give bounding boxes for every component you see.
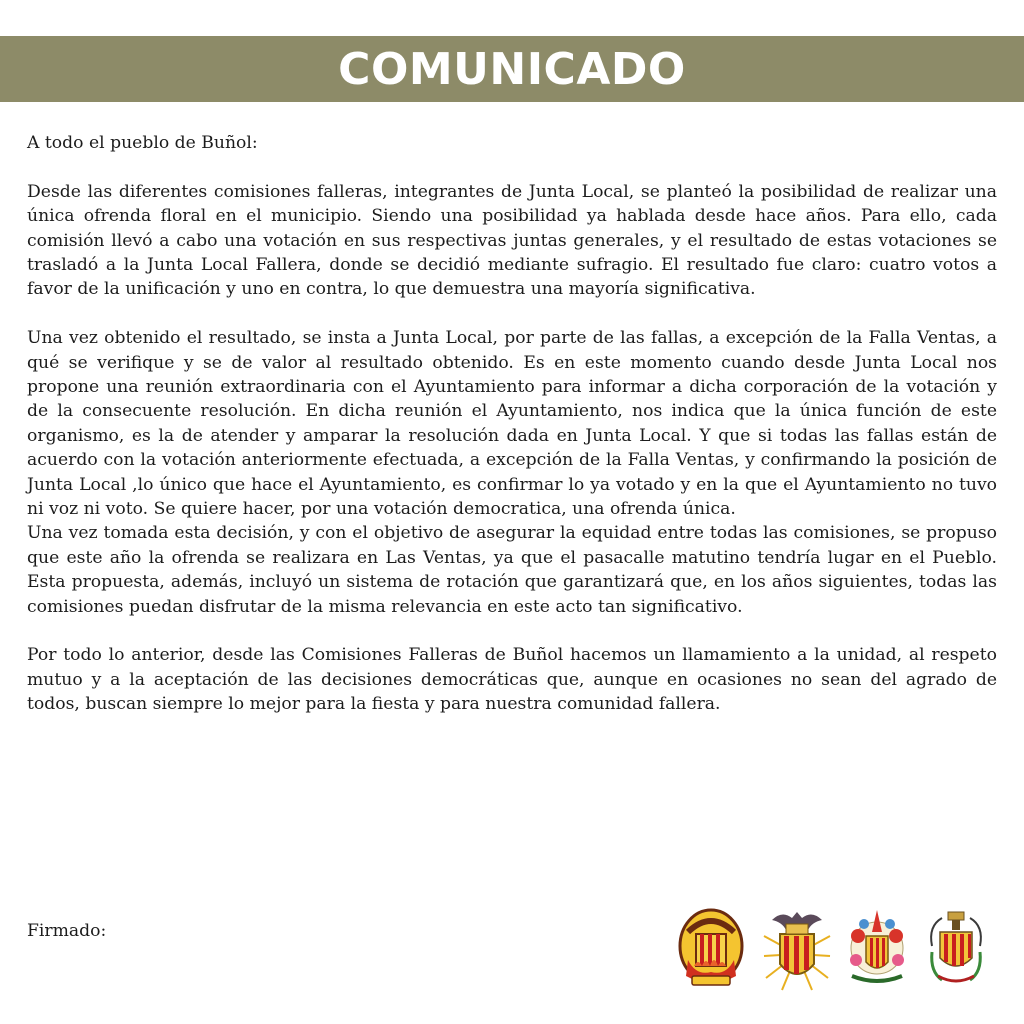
- flower-crest-icon: [846, 906, 908, 990]
- paragraph: Desde las diferentes comisiones falleras, integrantes de Junta Local, se planteó la posibilidad de realizar una única ofrenda floral en el municipio. Siendo una posibilidad ya hablada desde hace años. Para ello, cada comisión llevó a cabo una votación en sus respectivas juntas generales, y el resultado de estas votaciones se trasladó a la Junta Local Fallera, donde se decidió mediante sufragio. El resultado fue claro: cuatro votos a favor de la unificación y uno en contra, lo que demuestra una mayoría significativa.: [27, 181, 997, 300]
- falla-el-prado-crest-icon: [676, 906, 746, 990]
- greeting: A todo el pueblo de Buñol:: [27, 133, 258, 153]
- title-banner: [0, 36, 1024, 102]
- page-title: COMUNICADO: [338, 43, 686, 95]
- bat-crest-icon: [762, 906, 832, 992]
- document-body: [27, 131, 997, 717]
- crest-logos: [676, 906, 986, 998]
- paragraph: Por todo lo anterior, desde las Comisiones Falleras de Buñol hacemos un llamamiento a la unidad, al respeto mutuo y a la aceptación de las decisiones democráticas que, aunque en ocasiones no sean del agrado de todos, buscan siempre lo mejor para la fiesta y para nuestra comunidad fallera.: [27, 645, 997, 715]
- signature-label: Firmado:: [27, 921, 107, 941]
- tower-crest-icon: [926, 906, 986, 990]
- paragraph: Una vez obtenido el resultado, se insta a Junta Local, por parte de las fallas, a excepción de la Falla Ventas, a qué se verifique y se de valor al resultado obtenido. Es en este momento cuando desde Junta Local nos propone una reunión extraordinaria con el Ayuntamiento para informar a dicha corporación de la votación y de la consecuente resolución. En dicha reunión el Ayuntamiento, nos indica que la única función de este organismo, es la de atender y amparar la resolución dada en Junta Local. Y que si todas las fallas están de acuerdo con la votación anteriormente efectuada, a excepción de la Falla Ventas, y confirmando la posición de Junta Local ,lo único que hace el Ayuntamiento, es confirmar lo ya votado y en la que el Ayuntamiento no tuvo ni voz ni voto. Se quiere hacer, por una votación democratica, una ofrenda única.: [27, 328, 997, 520]
- paragraph: Una vez tomada esta decisión, y con el objetivo de asegurar la equidad entre todas las comisiones, se propuso que este año la ofrenda se realizara en Las Ventas, ya que el pasacalle matutino tendría lugar en el Pueblo. Esta propuesta, además, incluyó un sistema de rotación que garantizará que, en los años siguientes, todas las comisiones puedan disfrutar de la misma relevancia en este acto tan significativo.: [27, 523, 997, 617]
